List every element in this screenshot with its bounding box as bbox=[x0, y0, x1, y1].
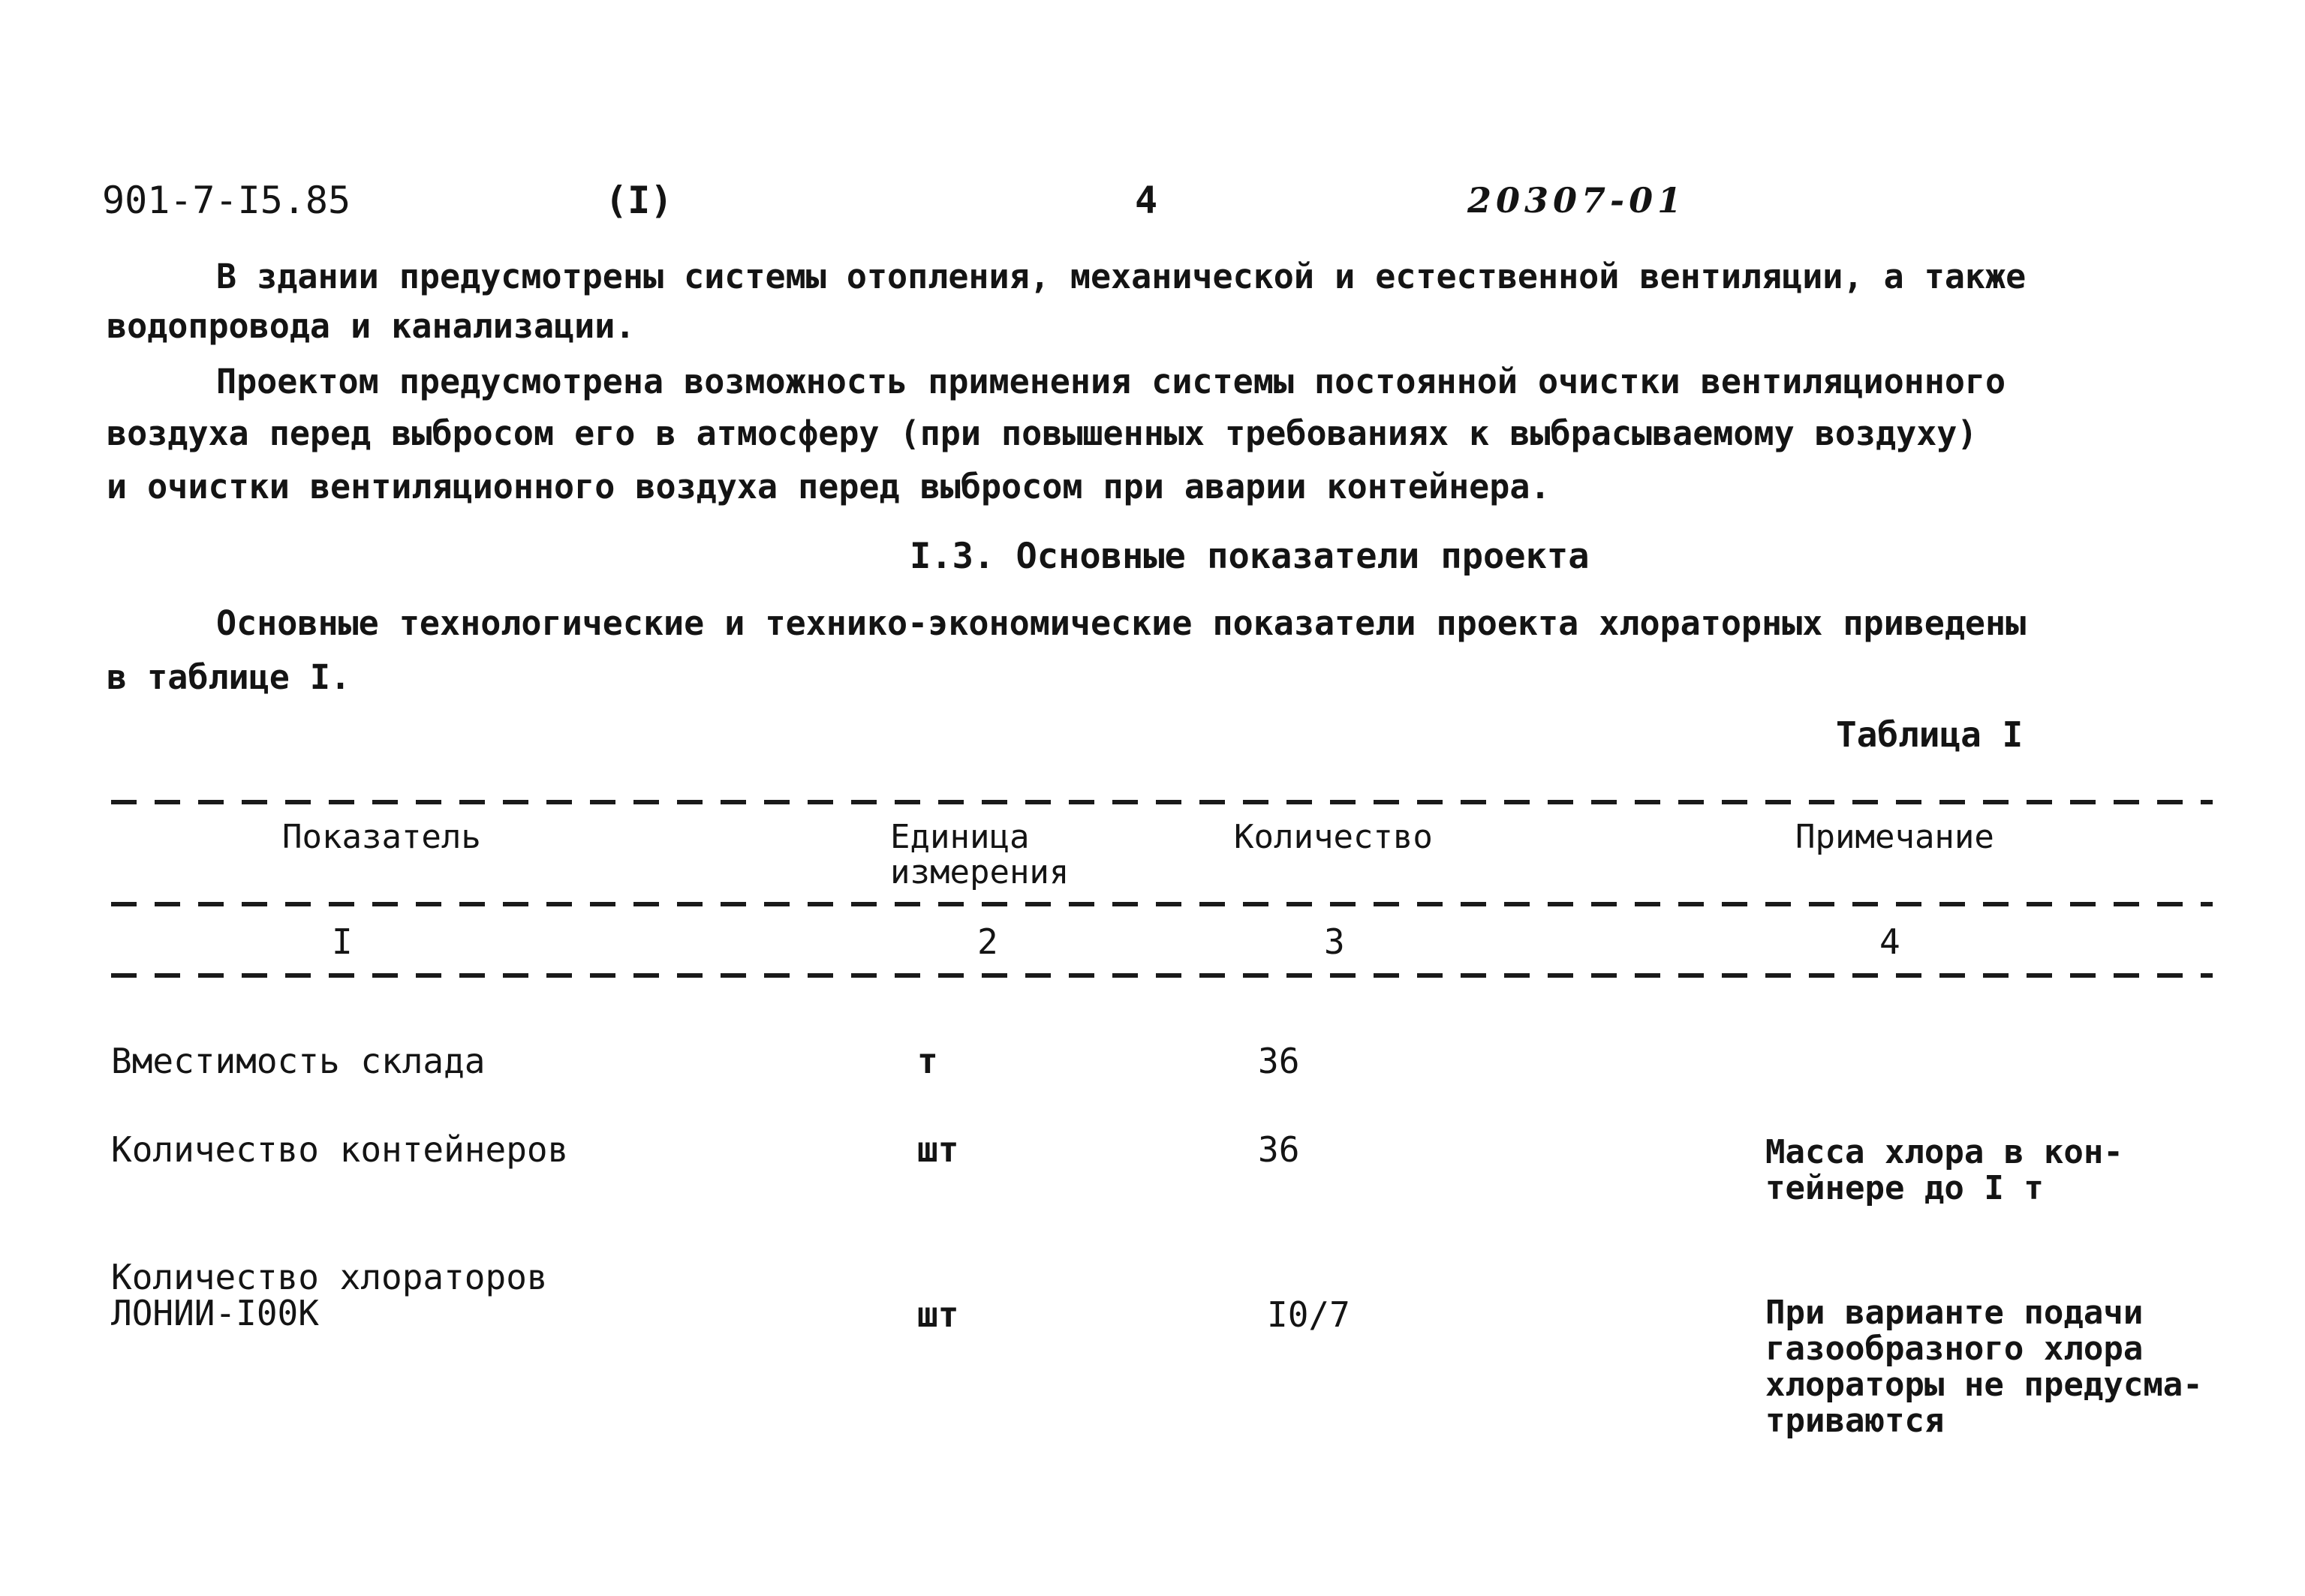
row-3-quantity: I0/7 bbox=[1267, 1294, 1350, 1335]
column-header-note: Примечание bbox=[1795, 818, 1994, 856]
intro-line-3: Проектом предусмотрена возможность применения системы постоянной очистки вентиляционного bbox=[216, 362, 2006, 401]
page-number: 4 bbox=[1135, 179, 1158, 222]
row-3-note-line-2: газообразного хлора bbox=[1765, 1330, 2144, 1368]
intro-line-4: воздуха перед выбросом его в атмосферу (при повышенных требованиях к выбрасываемому воздуху) bbox=[107, 413, 1978, 453]
row-2-note-line-1: Масса хлора в кон- bbox=[1765, 1133, 2123, 1171]
column-number-4: 4 bbox=[1879, 921, 1900, 962]
row-3-note-line-3: хлораторы не предусма- bbox=[1765, 1366, 2203, 1404]
table-top-rule bbox=[111, 800, 2213, 804]
section-line-2: в таблице I. bbox=[107, 657, 351, 697]
column-header-quantity: Количество bbox=[1234, 818, 1433, 856]
column-header-unit-line-2: измерения bbox=[890, 853, 1070, 891]
row-3-unit: шт bbox=[917, 1294, 959, 1335]
row-3-note bbox=[1765, 1295, 2203, 1439]
table-numbering-rule bbox=[111, 973, 2213, 978]
section-heading: I.3. Основные показатели проекта bbox=[910, 536, 1590, 577]
intro-line-1: В здании предусмотрены системы отопления, механической и естественной вентиляции, а также bbox=[216, 257, 2027, 296]
column-number-3: 3 bbox=[1324, 921, 1345, 962]
row-3-indicator-line-1: Количество хлораторов bbox=[111, 1257, 548, 1297]
intro-line-2: водопровода и канализации. bbox=[107, 306, 636, 346]
row-1-quantity: 36 bbox=[1258, 1041, 1300, 1081]
row-3-note-line-4: триваются bbox=[1765, 1402, 1945, 1440]
intro-line-5: и очистки вентиляционного воздуха перед выбросом при аварии контейнера. bbox=[107, 467, 1551, 506]
row-3-indicator bbox=[111, 1259, 548, 1331]
row-1-indicator: Вместимость склада bbox=[111, 1041, 486, 1081]
row-2-note-line-2: тейнере до I т bbox=[1765, 1169, 2044, 1207]
row-1-unit: т bbox=[917, 1041, 938, 1081]
row-3-note-line-1: При варианте подачи bbox=[1765, 1294, 2144, 1332]
table-header-rule bbox=[111, 902, 2213, 906]
column-header-unit-line-1: Единица bbox=[890, 818, 1030, 856]
table-caption: Таблица I bbox=[1836, 714, 2024, 755]
document-code: 901-7-I5.85 bbox=[102, 179, 351, 222]
row-3-indicator-line-2: ЛОНИИ-I00К bbox=[111, 1293, 319, 1333]
section-line-1: Основные технологические и технико-экономические показатели проекта хлораторных приведены bbox=[216, 603, 2027, 643]
volume-number: (I) bbox=[605, 179, 673, 222]
column-number-2: 2 bbox=[977, 921, 998, 962]
column-header-indicator: Показатель bbox=[282, 818, 481, 856]
row-2-note bbox=[1765, 1135, 2123, 1207]
row-2-indicator: Количество контейнеров bbox=[111, 1129, 569, 1170]
column-header-unit bbox=[890, 819, 1069, 890]
row-2-quantity: 36 bbox=[1258, 1129, 1300, 1170]
archive-number: 20307-01 bbox=[1467, 180, 1687, 221]
column-number-1: I bbox=[332, 921, 353, 962]
row-2-unit: шт bbox=[917, 1129, 959, 1170]
